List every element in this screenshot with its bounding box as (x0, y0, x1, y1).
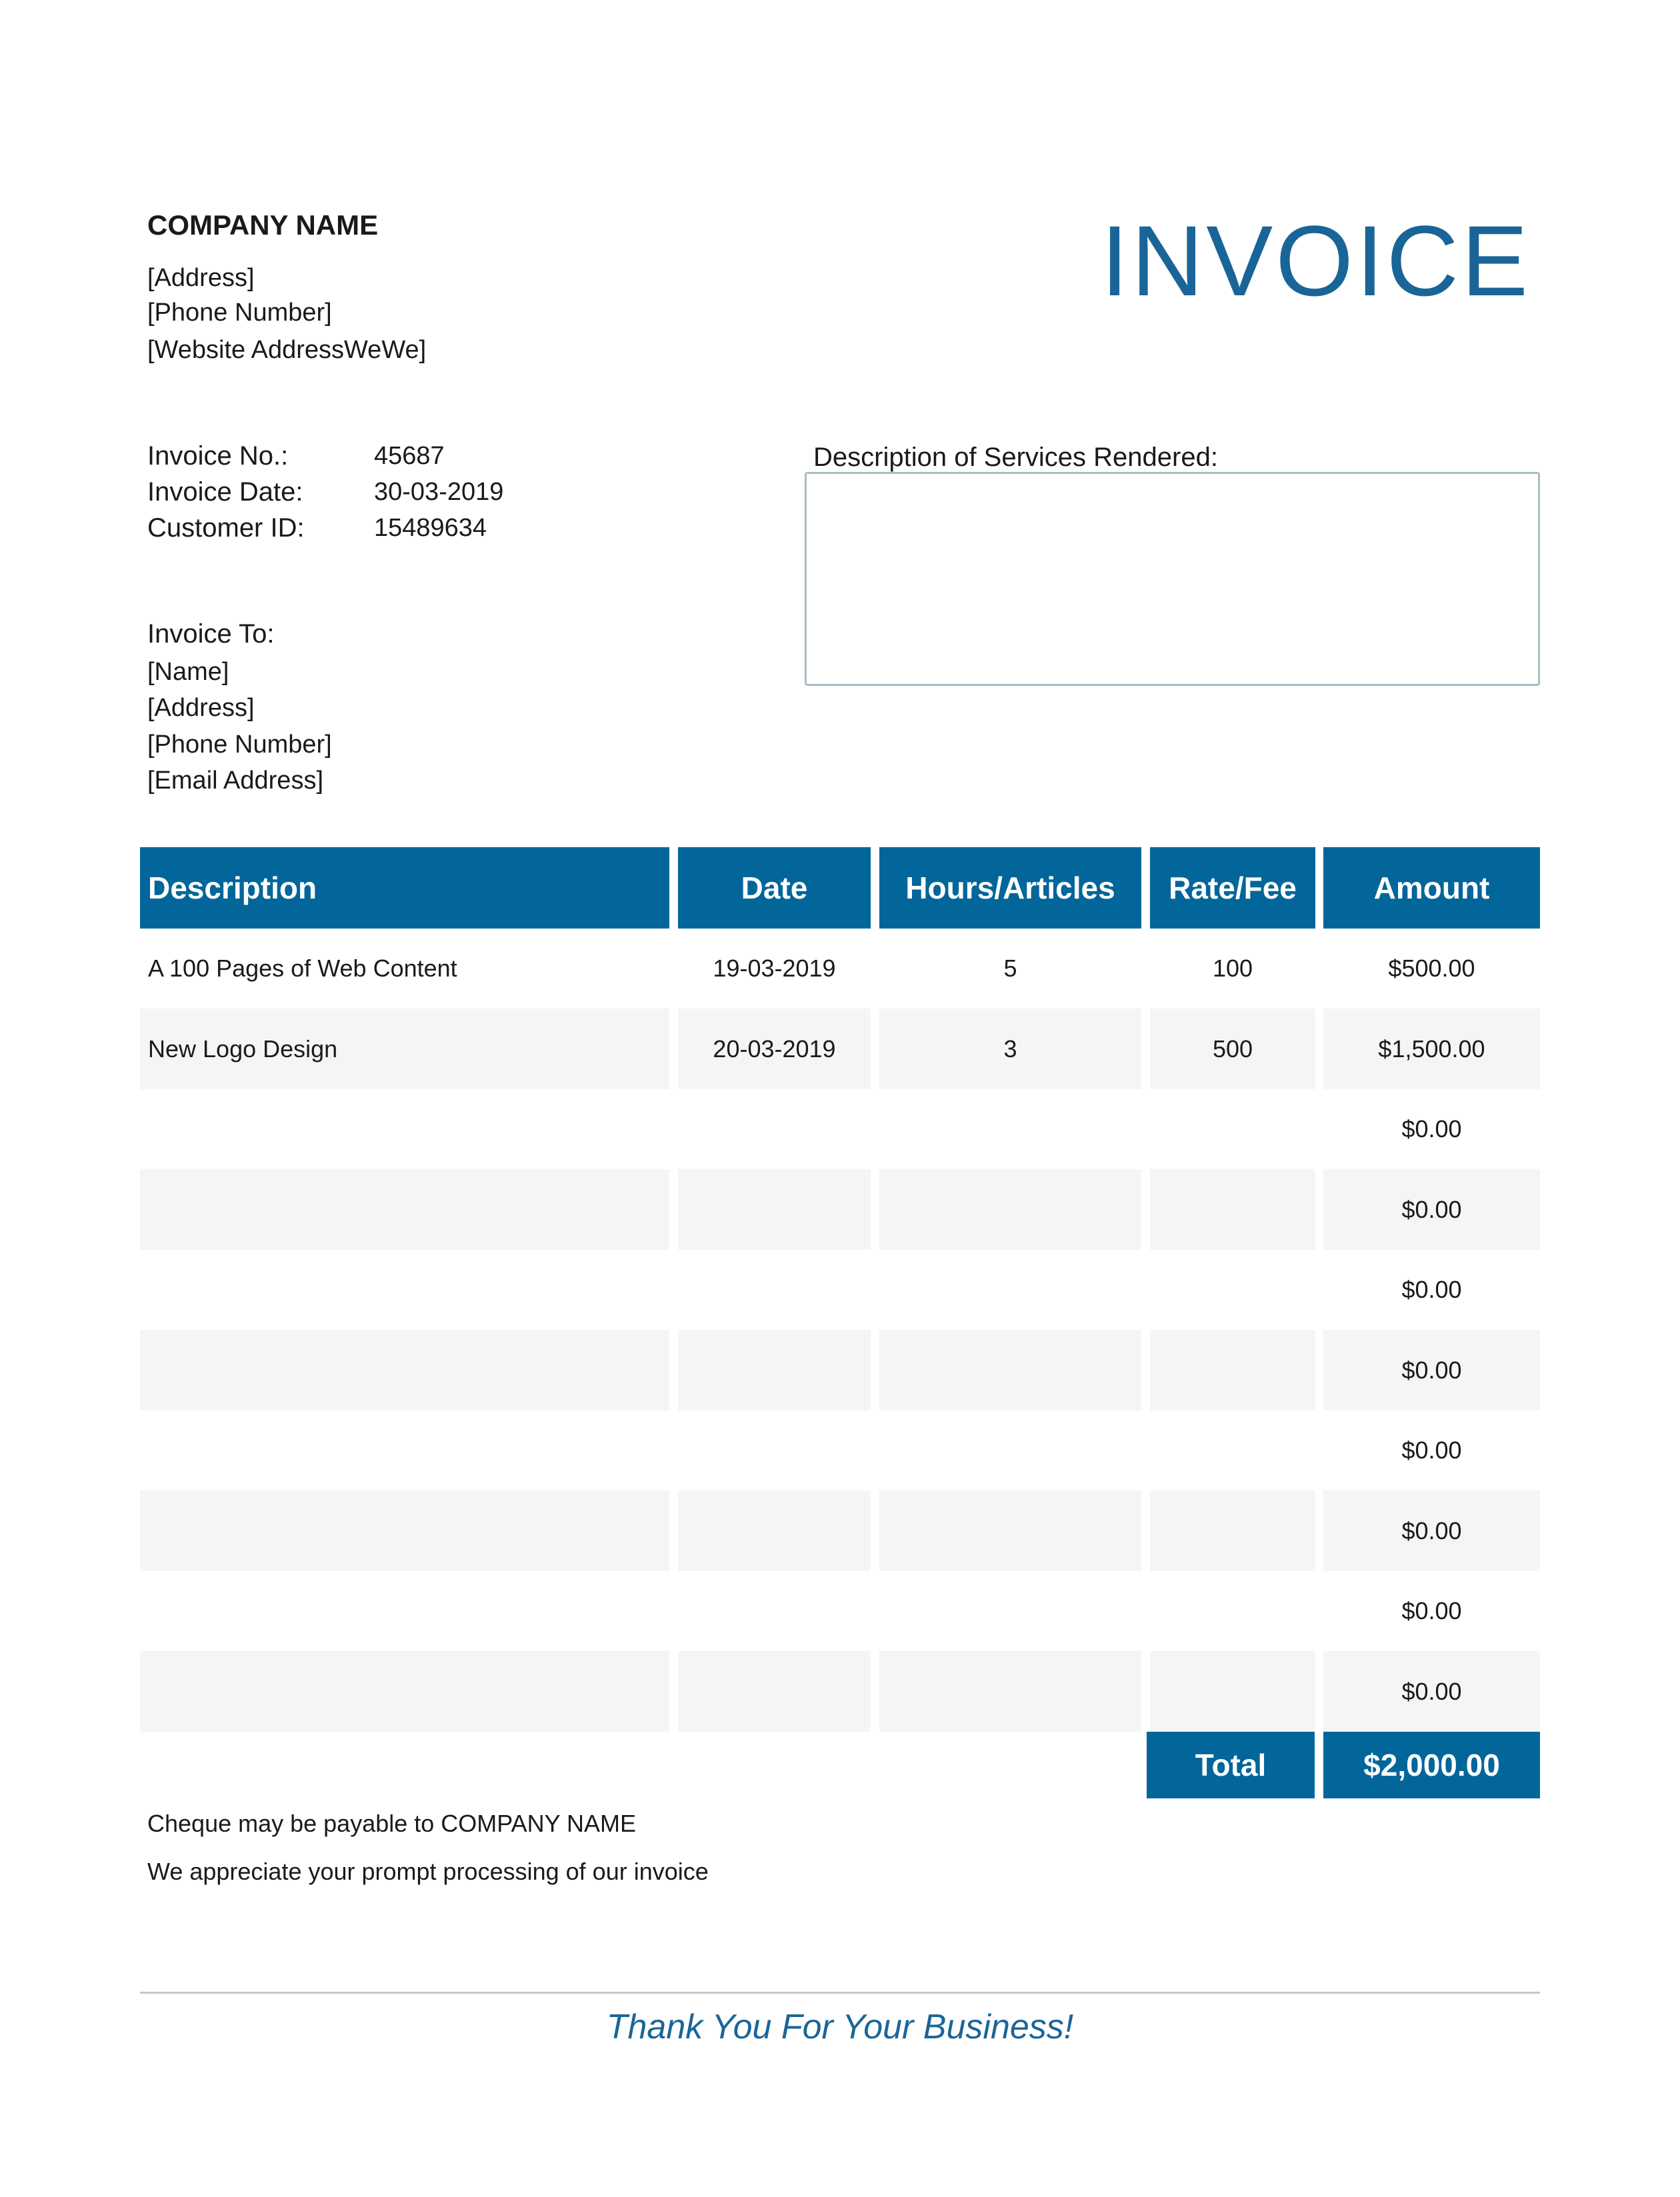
description-box[interactable] (805, 472, 1540, 686)
company-name: COMPANY NAME (147, 209, 379, 241)
thank-you-message: Thank You For Your Business! (606, 2008, 1074, 2046)
header-description: Description (140, 847, 669, 929)
invoice-to-name: [Name] (147, 658, 229, 686)
table-cell-date: 19-03-2019 (713, 955, 836, 982)
table-cell-amount: $0.00 (1401, 1597, 1462, 1624)
table-cell-rate: 100 (1212, 955, 1253, 982)
table-cell-amount: $500.00 (1388, 955, 1475, 982)
invoice-date-label: Invoice Date: (147, 477, 303, 507)
table-cell-amount: $0.00 (1323, 1651, 1540, 1732)
table-cell-amount: $0.00 (1401, 1115, 1462, 1142)
table-cell-hours (879, 1410, 1141, 1490)
invoice-number-value: 45687 (374, 442, 445, 470)
table-cell-description (140, 1330, 669, 1410)
table-cell-hours (879, 1169, 1141, 1250)
header-date: Date (678, 847, 871, 929)
table-cell-description: New Logo Design (140, 1009, 669, 1089)
company-phone: [Phone Number] (147, 299, 332, 327)
table-cell-date (678, 1330, 871, 1410)
invoice-number-label: Invoice No.: (147, 441, 289, 471)
header-hours: Hours/Articles (879, 847, 1141, 929)
invoice-to-phone: [Phone Number] (147, 731, 332, 759)
table-cell-date (678, 1490, 871, 1571)
table-cell-description (140, 1571, 669, 1651)
company-address: [Address] (147, 264, 255, 292)
table-cell-date (678, 1089, 871, 1169)
company-website: [Website AddressWeWe] (147, 336, 427, 364)
appreciation-note: We appreciate your prompt processing of our invoice (147, 1858, 709, 1885)
invoice-to-email: [Email Address] (147, 767, 323, 795)
table-cell-description (140, 1250, 669, 1330)
table-cell-description: A 100 Pages of Web Content (148, 955, 457, 982)
table-cell-hours (879, 1330, 1141, 1410)
table-cell-hours: 5 (1003, 955, 1017, 982)
footer-divider (140, 1992, 1540, 1994)
total-label: Total (1147, 1732, 1315, 1798)
table-cell-amount: $0.00 (1323, 1490, 1540, 1571)
table-cell-hours (879, 1490, 1141, 1571)
table-cell-rate: 500 (1150, 1009, 1315, 1089)
table-cell-amount: $1,500.00 (1323, 1009, 1540, 1089)
invoice-date-value: 30-03-2019 (374, 478, 504, 506)
header-rate: Rate/Fee (1150, 847, 1315, 929)
header-amount: Amount (1323, 847, 1540, 929)
table-cell-date: 20-03-2019 (678, 1009, 871, 1089)
table-cell-rate (1150, 1490, 1315, 1571)
table-cell-hours (879, 1089, 1141, 1169)
description-label: Description of Services Rendered: (813, 443, 1218, 472)
table-cell-date (678, 1169, 871, 1250)
table-cell-date (678, 1651, 871, 1732)
table-cell-rate (1150, 1250, 1315, 1330)
table-cell-date (678, 1571, 871, 1651)
table-cell-description (140, 1089, 669, 1169)
table-cell-amount: $0.00 (1401, 1436, 1462, 1464)
table-cell-amount: $0.00 (1323, 1330, 1540, 1410)
table-cell-hours (879, 1571, 1141, 1651)
table-cell-description (140, 1169, 669, 1250)
invoice-to-address: [Address] (147, 694, 255, 722)
table-cell-date (678, 1410, 871, 1490)
total-value: $2,000.00 (1323, 1732, 1540, 1798)
table-cell-rate (1150, 1089, 1315, 1169)
table-cell-rate (1150, 1330, 1315, 1410)
cheque-note: Cheque may be payable to COMPANY NAME (147, 1810, 637, 1837)
customer-id-label: Customer ID: (147, 513, 305, 543)
table-cell-amount: $0.00 (1323, 1169, 1540, 1250)
table-cell-amount: $0.00 (1401, 1276, 1462, 1303)
table-cell-hours (879, 1250, 1141, 1330)
invoice-to-title: Invoice To: (147, 619, 275, 649)
table-cell-rate (1150, 1169, 1315, 1250)
table-cell-rate (1150, 1651, 1315, 1732)
table-cell-description (140, 1651, 669, 1732)
customer-id-value: 15489634 (374, 514, 487, 542)
table-cell-rate (1150, 1571, 1315, 1651)
table-cell-description (140, 1490, 669, 1571)
invoice-title: INVOICE (1101, 205, 1531, 317)
table-cell-description (140, 1410, 669, 1490)
table-cell-hours (879, 1651, 1141, 1732)
table-cell-date (678, 1250, 871, 1330)
table-cell-hours: 3 (879, 1009, 1141, 1089)
table-cell-rate (1150, 1410, 1315, 1490)
